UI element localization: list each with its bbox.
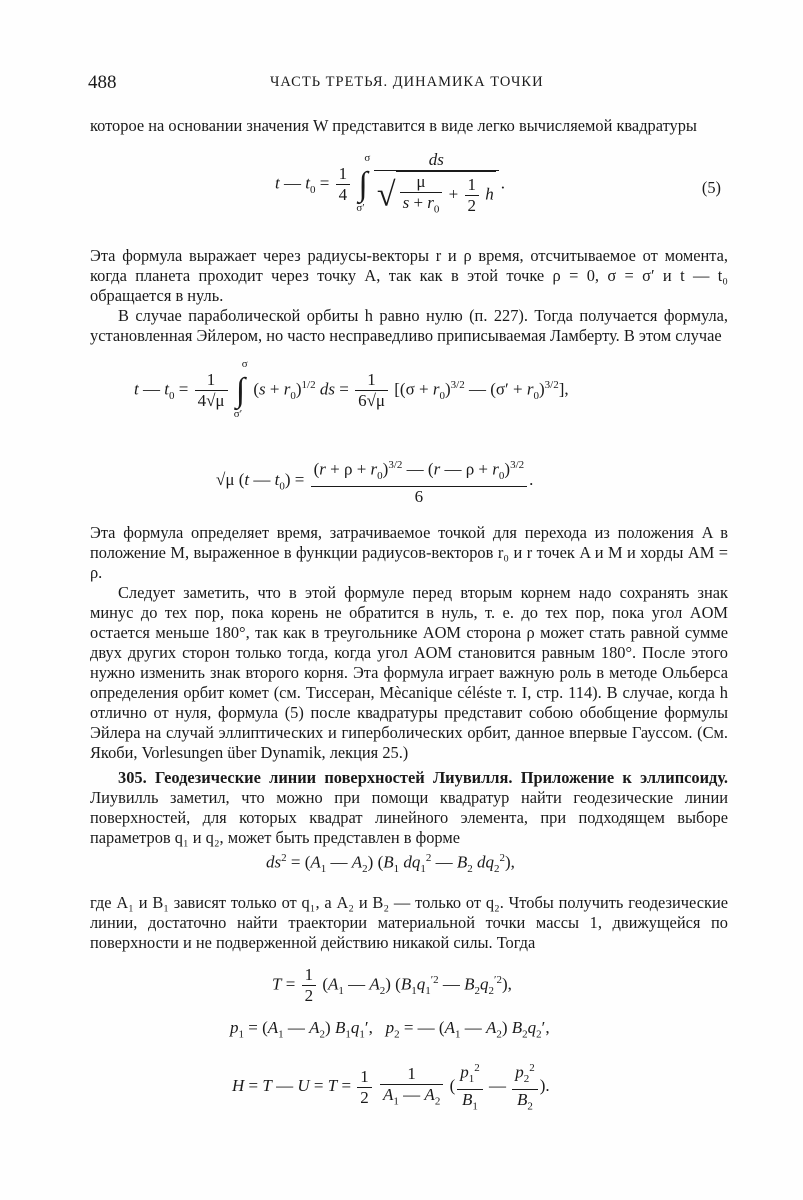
section-305-body: Лиувилль заметил, что можно при помощи квадратур найти геодезические линии поверхностей, для которых квадрат линейного элемента, при подходящем выборе параметров q₁ и q₂, может быть представлен в форме <box>90 788 728 847</box>
equation-kinetic-energy: T = $\frac{1}{2}$ ($A_1$ — $A_2$) ($B_1q_1^{'2}$ — $B_2q_2^{'2}$), <box>272 965 512 1005</box>
equation-hamiltonian: H = T — U = T = $\frac{1}{2}$ $\frac{1}{A_1 — A_2}$ ( $\frac{p_1^2}{B_1}$ — $\frac{p_2^2}{B_2}$ ). <box>232 1058 550 1116</box>
equation-euler-integral: t — $t_0$ = $\frac{1}{4√\mu}$ ∫ σ σ′ $(s + r_0)^{1/2}$ ds = $\frac{1}{6√\mu}$ [$(\sigma + r_0)^{3/2}$ — $(\sigma' + r_0)^{3/2}$], <box>134 357 569 420</box>
running-head: ЧАСТЬ ТРЕТЬЯ. ДИНАМИКА ТОЧКИ <box>270 74 544 90</box>
equation-momenta: $p_1 = (A_1$ — $A_2$) $B_1q_1'$, $p_2$ = — ($A_1$ — $A_2$) $B_2q_2'$, <box>230 1018 550 1041</box>
paragraph-transit-time: Эта формула определяет время, затрачиваемое точкой для перехода из положения A в положение M, выраженное в функции радиусов-векторов r₀ и r точек A и M и хорды AM = ρ. <box>90 523 728 582</box>
paragraph-radius-vectors: Эта формула выражает через радиусы-векторы r и ρ время, отсчитываемое от момента, когда планета проходит через точку A, так как в этой точке ρ = 0, σ = σ′ и t — t₀ обращается в нуль. <box>90 246 728 305</box>
equation-number-5: (5) <box>701 178 721 197</box>
page-header <box>88 72 717 102</box>
equation-line-element: $ds^2 = (A_1$ — $A_2$) ($B_1$ $dq_1^2$ — $B_2$ $dq_2^2$), <box>266 852 515 876</box>
section-305-heading: 305. Геодезические линии поверхностей Лиувилля. Приложение к эллипсоиду. <box>118 768 728 787</box>
equation-euler-chord: √μ (t — $t_0$) = $\frac{(r + \rho + r_0)^{3/2} — (r — \rho + r_0)^{3/2}}{6}$ . <box>216 459 534 507</box>
page-number: 488 <box>88 72 117 93</box>
paragraph-quadrature-intro: которое на основании значения W представится в виде легко вычисляемой квадратуры <box>90 116 697 135</box>
paragraph-sign-remark: Следует заметить, что в этой формуле перед вторым корнем надо сохранять знак минус до тех пор, пока корень не обратится в нуль, т. е. до тех пор, пока угол AOM остается меньше 180°, так как в треугольнике AOM сторона ρ может стать равной сумме двух других сторон только тогда, когда угол AOM становится равным 180°. После этого нужно изменить знак второго корня. Эта формула играет важную роль в методе Ольберса определения орбит комет (см. Тиссеран, Mècanique céléste т. I, стр. 114). В случае, когда h отлично от нуля, формула (5) после квадратуры представит собою обобщение формулы Эйлера на случай эллиптических и гиперболических орбит, данное впервые Гауссом. (См. Якоби, Vorlesungen über Dynamik, лекция 25.) <box>90 583 728 762</box>
equation-5: t — $t_0$ = $\frac{1}{4}$ ∫ σ σ′ ds √ $\frac{\mu}{s + r_0}$ + $\frac{1}{2}$ h . <box>275 150 505 219</box>
paragraph-parabolic-orbit: В случае параболической орбиты h равно нулю (п. 227). Тогда получается формула, установленная Эйлером, но часто несправедливо приписываемая Ламберту. В этом случае <box>90 306 728 345</box>
paragraph-geodesics: где A₁ и B₁ зависят только от q₁, а A₂ и B₂ — только от q₂. Чтобы получить геодезические линии, достаточно найти траектории материальной точки массы 1, движущейся по поверхности и не подверженной действию никакой силы. Тогда <box>90 893 728 952</box>
section-305 <box>90 768 728 848</box>
